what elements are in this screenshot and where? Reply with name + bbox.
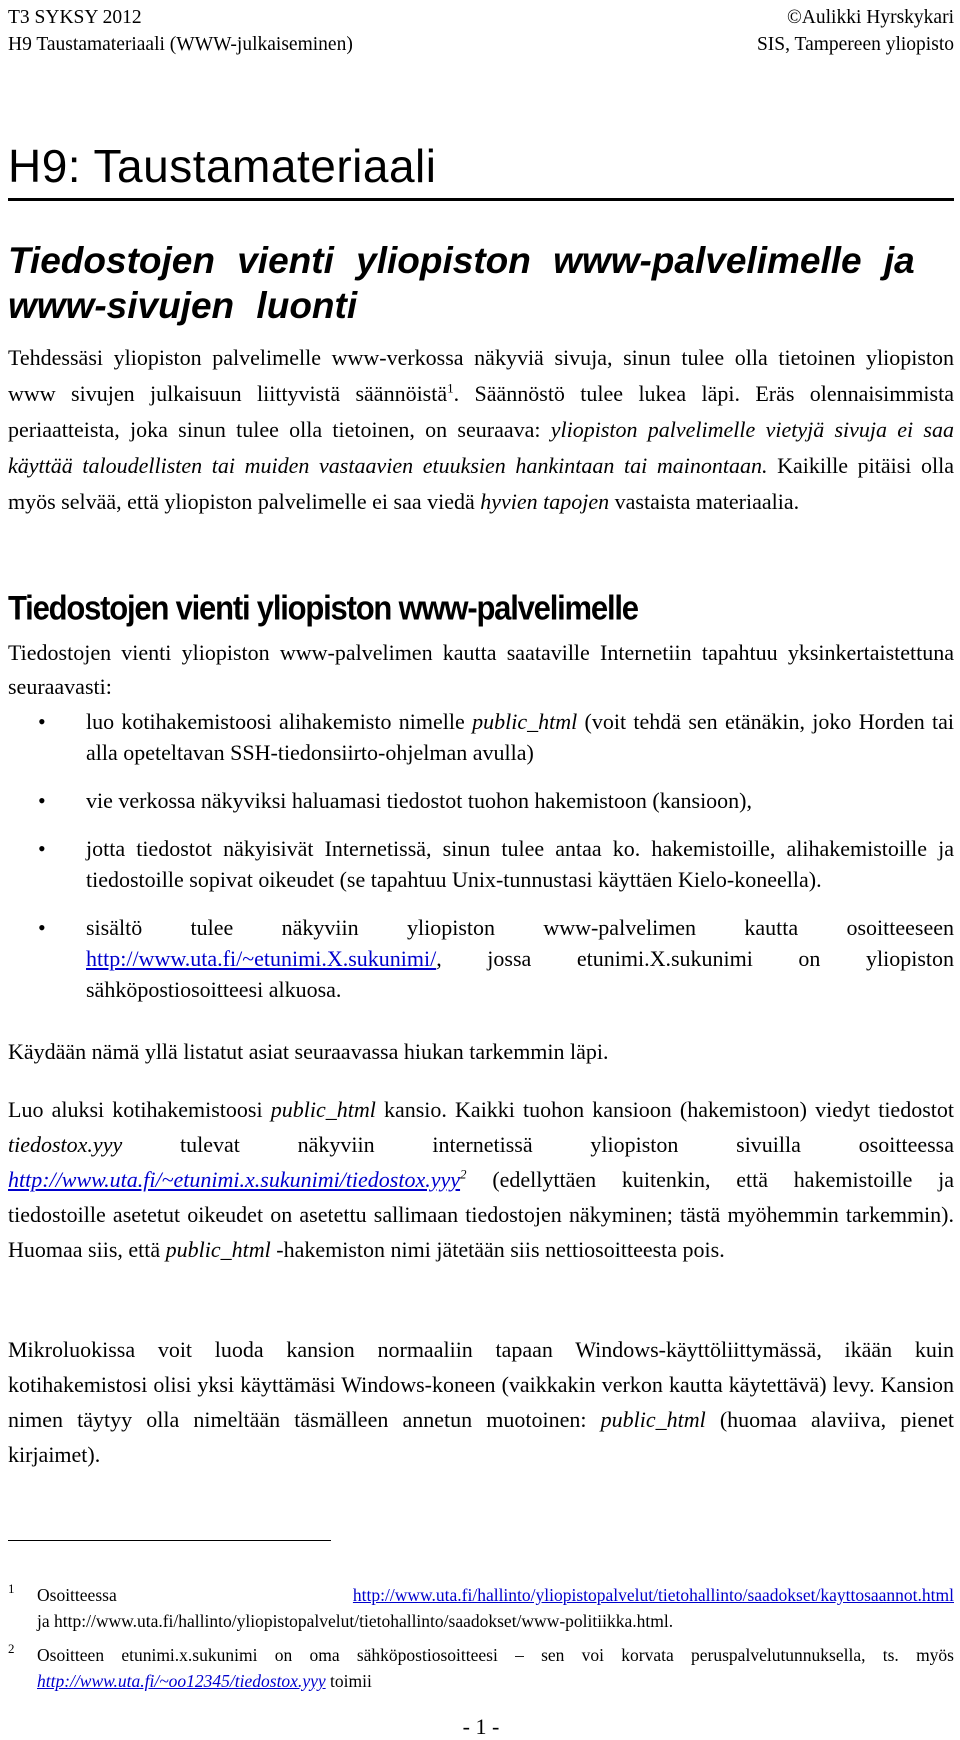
bullet-icon: • xyxy=(38,709,46,734)
paragraph-text: -hakemiston nimi jätetään siis nettiosoitteesta pois. xyxy=(270,1237,725,1262)
footnote-divider xyxy=(8,1540,331,1541)
page-title: H9: Taustamateriaali xyxy=(8,140,437,192)
subtitle: Tiedostojen vienti yliopiston www-palvelimelle ja www-sivujen luonti xyxy=(8,240,915,326)
paragraph-text: Mikroluokissa voit luoda kansion normaaliin tapaan Windows-käyttöliittymässä, ikään kuin kotihakemistosi olisi yksi käyttämäsi Windows-koneen (vaikkakin verkon kautta käytettävä) levy. Kansion nimen täytyy olla nimeltään täsmälleen annetun muotoinen: xyxy=(8,1337,954,1432)
folder-name: public_html xyxy=(270,1097,376,1122)
list-item xyxy=(8,706,954,768)
section-intro: Tiedostojen vienti yliopiston www-palvelimen kautta saataville Internetiin tapahtuu yksinkertaistettuna seuraavasti: xyxy=(8,640,954,699)
footnote-text-part: Osoitteessa xyxy=(37,1585,353,1605)
list-item-text: (voit tehdä sen etänäkin, joko Horden tai alla opeteltavan SSH-tiedonsiirto-ohjelman avulla) xyxy=(86,709,954,765)
intro-paragraph xyxy=(8,340,954,520)
title-divider xyxy=(8,198,954,201)
footnote-text xyxy=(37,1582,954,1608)
footnote-ref-2[interactable]: 2 xyxy=(460,1166,467,1182)
intro-text-3: Kaikille pitäisi olla myös selvää, että yliopiston palvelimelle ei saa viedä xyxy=(8,453,954,514)
footnote-1 xyxy=(8,1582,954,1634)
bullet-icon: • xyxy=(38,836,46,861)
list-item xyxy=(8,912,954,1005)
header-right xyxy=(757,4,954,58)
list-item-text: luo kotihakemistoosi alihakemisto nimelle xyxy=(86,709,473,734)
intro-text-2: . Säännöstö tulee lukea läpi. Eräs olennaisimmista periaatteista, joka sinun tulee olla tietoinen, on seuraava: xyxy=(8,381,954,442)
paragraph-text: tulevat näkyviin internetissä yliopiston sivuilla osoitteessa xyxy=(122,1132,954,1157)
intro-text-4: vastaista materiaalia. xyxy=(609,489,800,514)
course-label: T3 SYKSY 2012 xyxy=(8,7,142,28)
intro-rule-italic: yliopiston palvelimelle vietyjä sivuja ei saa käyttää taloudellisten tai muiden vastaavien etuuksien hankintaan tai mainontaan. xyxy=(8,417,954,478)
paragraph-text: (huomaa alaviiva, pienet kirjaimet). xyxy=(8,1407,954,1467)
footnote-text xyxy=(37,1642,954,1694)
author-label: ©Aulikki Hyrskykari xyxy=(786,7,954,28)
list-item-text: , jossa etunimi.X.sukunimi on yliopiston sähköpostiosoitteesi alkuosa. xyxy=(86,946,954,1002)
section-heading: Tiedostojen vienti yliopiston www-palvelimelle xyxy=(8,588,638,628)
footnote-text-cont: ja http://www.uta.fi/hallinto/yliopistopalvelut/tietohallinto/saadokset/www-politiikka.html. xyxy=(37,1611,674,1631)
footnote-ref-1[interactable]: 1 xyxy=(447,380,454,396)
steps-list xyxy=(8,706,954,1022)
institution-label: SIS, Tampereen yliopisto xyxy=(756,34,954,55)
footnote-number: 1 xyxy=(8,1581,15,1596)
bullet-icon: • xyxy=(38,915,46,940)
list-item-text: jotta tiedostot näkyisivät Internetissä, sinun tulee antaa ko. hakemistoille, alihakemistoille ja tiedostoille sopivat oikeudet (se tapahtuu Unix-tunnustasi käyttäen Kielo-koneella). xyxy=(86,836,954,892)
list-item-text: sisältö tulee näkyviin yliopiston www-palvelimen kautta osoitteeseen xyxy=(86,915,954,940)
create-folder-paragraph xyxy=(8,1092,954,1267)
footnote-number: 2 xyxy=(8,1641,15,1656)
paragraph-text: kansio. Kaikki tuohon kansioon (hakemistoon) viedyt tiedostot xyxy=(375,1097,954,1122)
file-name: tiedostox.yyy xyxy=(8,1132,123,1157)
folder-name: public_html xyxy=(472,709,578,734)
review-paragraph: Käydään nämä yllä listatut asiat seuraavassa hiukan tarkemmin läpi. xyxy=(8,1039,609,1064)
bullet-icon: • xyxy=(38,788,46,813)
alt-url-link[interactable]: http://www.uta.fi/~oo12345/tiedostox.yyy xyxy=(37,1671,326,1691)
document-label: H9 Taustamateriaali (WWW-julkaiseminen) xyxy=(8,34,353,55)
list-item-text: vie verkossa näkyviksi haluamasi tiedostot tuohon hakemistoon (kansioon), xyxy=(86,788,753,813)
list-item xyxy=(8,833,954,895)
header-left xyxy=(8,4,353,58)
footnote-2 xyxy=(8,1642,954,1694)
classroom-paragraph xyxy=(8,1332,954,1472)
paragraph-text: (edellyttäen kuitenkin, että hakemistoille ja tiedostoille asetetut oikeudet on asetettu sallimaan tiedostojen näkyminen; tästä myöhemmin tarkemmin). Huomaa siis, että xyxy=(8,1167,954,1262)
footnote-text-part: toimii xyxy=(325,1671,372,1691)
footnote-text-part: Osoitteen etunimi.x.sukunimi on oma sähköpostiosoitteesi – sen voi korvata peruspalvelutunnuksella, ts. myös xyxy=(37,1645,954,1665)
intro-text-1: Tehdessäsi yliopiston palvelimelle www-verkossa näkyviä sivuja, sinun tulee olla tietoinen yliopiston www sivujen julkaisuun liittyvistä säännöistä xyxy=(8,345,954,406)
page-number: - 1 - xyxy=(462,1714,500,1739)
list-item xyxy=(8,785,954,816)
folder-name: public_html xyxy=(600,1407,706,1432)
file-url-link[interactable]: http://www.uta.fi/~etunimi.x.sukunimi/tiedostox.yyy xyxy=(8,1167,461,1192)
homepage-link[interactable]: http://www.uta.fi/~etunimi.X.sukunimi/ xyxy=(86,946,437,971)
intro-italic-phrase: hyvien tapojen xyxy=(480,489,610,514)
folder-name: public_html xyxy=(165,1237,271,1262)
rules-link[interactable]: http://www.uta.fi/hallinto/yliopistopalvelut/tietohallinto/saadokset/kayttosaannot.html xyxy=(352,1585,954,1605)
paragraph-text: Luo aluksi kotihakemistoosi xyxy=(8,1097,271,1122)
